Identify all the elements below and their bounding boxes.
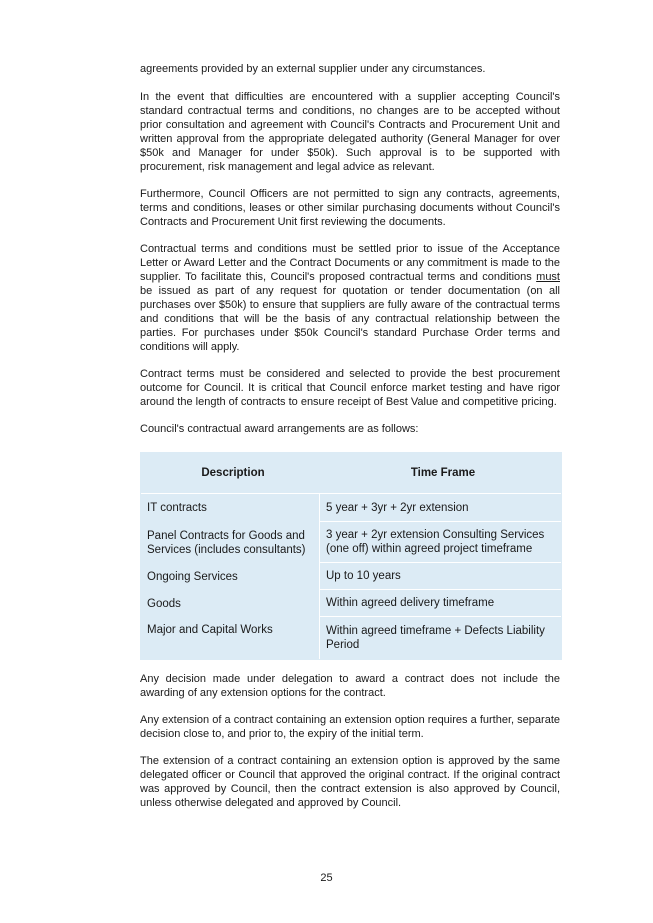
paragraph: Any extension of a contract containing an extension option requires a further, separate decision close to, and prior to, the expiry of the initial term.: [140, 714, 560, 740]
cell-time-frame: 5 year + 3yr + 2yr extension: [326, 501, 469, 514]
table-row: [141, 617, 561, 659]
paragraph: agreements provided by an external supplier under any circumstances.: [140, 63, 486, 75]
contract-award-table: [140, 452, 562, 660]
cell-description: Major and Capital Works: [147, 624, 273, 636]
page-number: 25: [320, 872, 333, 884]
cell-description: IT contracts: [147, 502, 207, 514]
paragraph-text: Contractual terms and conditions must be settled prior to issue of the Acceptance Letter or Award Letter and the Contract Documents or any commitment is made to the supplier. To facilitate this, Council's proposed contractual terms and conditions: [140, 243, 560, 283]
paragraph: Any decision made under delegation to award a contract does not include the awarding of any extension options for the contract.: [140, 673, 560, 699]
table-row: [141, 590, 561, 617]
paragraph: In the event that difficulties are encountered with a supplier accepting Council's standard contractual terms and conditions, no changes are to be accepted without prior consultation and agreement with Council's Contracts and Procurement Unit and written approval from the appropriate delegated authority (General Manager for over $50k and Manager for under $50k). Such approval is to be supported with procurement, risk management and legal advice as relevant.: [140, 91, 560, 173]
cell-time-frame: 3 year + 2yr extension Consulting Services (one off) within agreed project timeframe: [326, 529, 545, 555]
cell-description: Panel Contracts for Goods and Services (includes consultants): [147, 529, 306, 556]
cell-time-frame: Up to 10 years: [326, 570, 401, 582]
cell-time-frame: Within agreed delivery timeframe: [326, 597, 495, 609]
underlined-word: must: [536, 271, 560, 283]
paragraph: Furthermore, Council Officers are not permitted to sign any contracts, agreements, terms and conditions, leases or other similar purchasing documents without Council's Contracts and Procurement Unit first reviewing the documents.: [140, 188, 560, 228]
cell-description: Goods: [147, 597, 181, 610]
table-row: [141, 494, 561, 522]
paragraph: The extension of a contract containing an extension option is approved by the same delegated officer or Council that approved the original contract. If the original contract was approved by Council, then the contract extension is also approved by Council, unless otherwise delegated and approved by Council.: [140, 755, 560, 809]
table-header: [141, 453, 561, 494]
cell-description: Ongoing Services: [147, 570, 238, 583]
header-time-frame: Time Frame: [410, 467, 476, 479]
document-body: [140, 62, 560, 823]
header-description: Description: [201, 467, 265, 479]
paragraph: [140, 242, 560, 354]
table-row: [141, 522, 561, 563]
table-row: [141, 563, 561, 590]
cell-time-frame: Within agreed timeframe + Defects Liability Period: [326, 625, 545, 651]
paragraph-text: be issued as part of any request for quotation or tender documentation (on all purchases over $50k) to ensure that suppliers are fully aware of the contractual terms and conditions that will be the basis of any contractual relationship between the parties. For purchases under $50k Council's standard Purchase Order terms and conditions will apply.: [140, 285, 560, 353]
paragraph: Contract terms must be considered and selected to provide the best procurement outcome for Council. It is critical that Council enforce market testing and have rigor around the length of contracts to ensure receipt of Best Value and competitive pricing.: [140, 368, 560, 408]
paragraph: Council's contractual award arrangements are as follows:: [140, 423, 419, 435]
